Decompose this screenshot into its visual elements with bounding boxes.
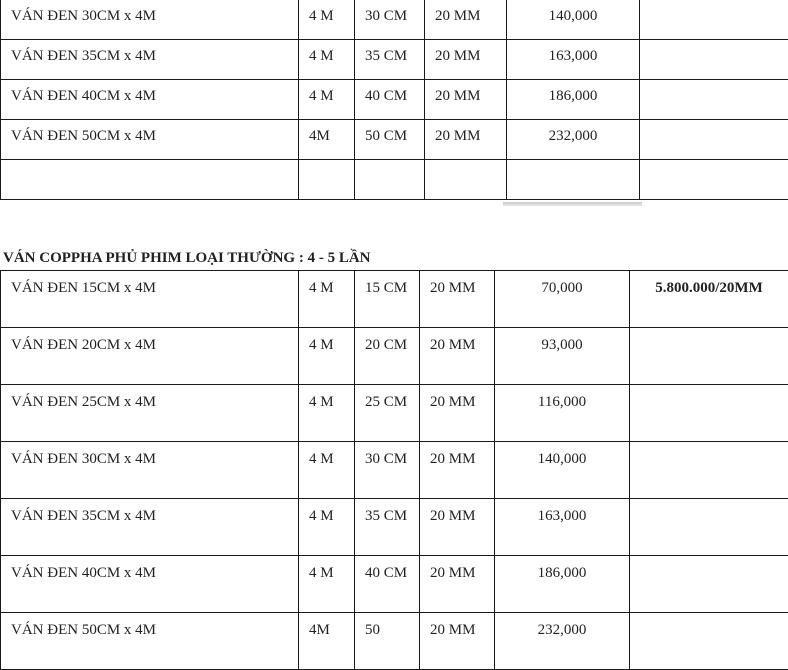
length-cell: 4M: [299, 120, 355, 160]
width-cell: 20 CM: [355, 328, 420, 385]
table-row: [1, 442, 788, 499]
product-name-cell: VÁN ĐEN 50CM x 4M: [1, 613, 299, 670]
length-cell: 4 M: [299, 328, 355, 385]
product-name-cell: VÁN ĐEN 30CM x 4M: [1, 442, 299, 499]
price-table-top-body: [1, 0, 788, 200]
price-table-bottom: [0, 270, 788, 670]
note-cell: [640, 40, 788, 80]
price-cell: [507, 160, 640, 200]
product-name-cell: [1, 160, 299, 200]
table-row: [1, 499, 788, 556]
note-cell: 5.800.000/20MM: [630, 271, 788, 328]
table-row: [1, 556, 788, 613]
table-row: [1, 328, 788, 385]
price-cell: 140,000: [507, 0, 640, 40]
thickness-cell: 20 MM: [420, 613, 495, 670]
product-name-cell: VÁN ĐEN 40CM x 4M: [1, 556, 299, 613]
price-cell: 140,000: [495, 442, 630, 499]
length-cell: 4 M: [299, 442, 355, 499]
table-row: [1, 271, 788, 328]
thickness-cell: 20 MM: [420, 328, 495, 385]
width-cell: 35 CM: [355, 40, 425, 80]
width-cell: 25 CM: [355, 385, 420, 442]
table-row: [1, 385, 788, 442]
price-cell: 186,000: [507, 80, 640, 120]
price-cell: 70,000: [495, 271, 630, 328]
note-cell: [640, 80, 788, 120]
note-cell: [630, 556, 788, 613]
price-cell: 186,000: [495, 556, 630, 613]
width-cell: 15 CM: [355, 271, 420, 328]
product-name-cell: VÁN ĐEN 20CM x 4M: [1, 328, 299, 385]
table-row: [1, 613, 788, 670]
length-cell: 4 M: [299, 80, 355, 120]
thickness-cell: [425, 160, 507, 200]
note-cell: [640, 0, 788, 40]
width-cell: [355, 160, 425, 200]
price-cell: 163,000: [507, 40, 640, 80]
length-cell: 4 M: [299, 0, 355, 40]
product-name-cell: VÁN ĐEN 50CM x 4M: [1, 120, 299, 160]
width-cell: 35 CM: [355, 499, 420, 556]
price-cell: 163,000: [495, 499, 630, 556]
length-cell: [299, 160, 355, 200]
note-cell: [630, 613, 788, 670]
length-cell: 4 M: [299, 385, 355, 442]
width-cell: 40 CM: [355, 556, 420, 613]
table-row: [1, 40, 788, 80]
thickness-cell: 20 MM: [425, 0, 507, 40]
product-name-cell: VÁN ĐEN 35CM x 4M: [1, 40, 299, 80]
width-cell: 50 CM: [355, 120, 425, 160]
length-cell: 4 M: [299, 499, 355, 556]
length-cell: 4 M: [299, 40, 355, 80]
table-row: [1, 80, 788, 120]
price-table-top: [0, 0, 788, 200]
thickness-cell: 20 MM: [425, 120, 507, 160]
price-cell: 232,000: [507, 120, 640, 160]
width-cell: 30 CM: [355, 442, 420, 499]
note-cell: [640, 120, 788, 160]
price-table-bottom-body: [1, 271, 788, 670]
price-cell: 232,000: [495, 613, 630, 670]
width-cell: 50: [355, 613, 420, 670]
product-name-cell: VÁN ĐEN 30CM x 4M: [1, 0, 299, 40]
thickness-cell: 20 MM: [420, 385, 495, 442]
table-row: [1, 120, 788, 160]
length-cell: 4 M: [299, 271, 355, 328]
thickness-cell: 20 MM: [420, 556, 495, 613]
length-cell: 4 M: [299, 556, 355, 613]
thickness-cell: 20 MM: [425, 40, 507, 80]
width-cell: 40 CM: [355, 80, 425, 120]
length-cell: 4M: [299, 613, 355, 670]
price-cell: 93,000: [495, 328, 630, 385]
price-cell: 116,000: [495, 385, 630, 442]
section-title: VÁN COPPHA PHỦ PHIM LOẠI THƯỜNG : 4 - 5 LẦN: [3, 248, 371, 268]
product-name-cell: VÁN ĐEN 25CM x 4M: [1, 385, 299, 442]
product-name-cell: VÁN ĐEN 35CM x 4M: [1, 499, 299, 556]
table-row: [1, 0, 788, 40]
thickness-cell: 20 MM: [425, 80, 507, 120]
note-cell: [630, 499, 788, 556]
note-cell: [640, 160, 788, 200]
thickness-cell: 20 MM: [420, 442, 495, 499]
width-cell: 30 CM: [355, 0, 425, 40]
product-name-cell: VÁN ĐEN 15CM x 4M: [1, 271, 299, 328]
scroll-shadow: [503, 202, 642, 206]
thickness-cell: 20 MM: [420, 271, 495, 328]
note-cell: [630, 328, 788, 385]
note-cell: [630, 385, 788, 442]
note-cell: [630, 442, 788, 499]
product-name-cell: VÁN ĐEN 40CM x 4M: [1, 80, 299, 120]
table-row: [1, 160, 788, 200]
thickness-cell: 20 MM: [420, 499, 495, 556]
